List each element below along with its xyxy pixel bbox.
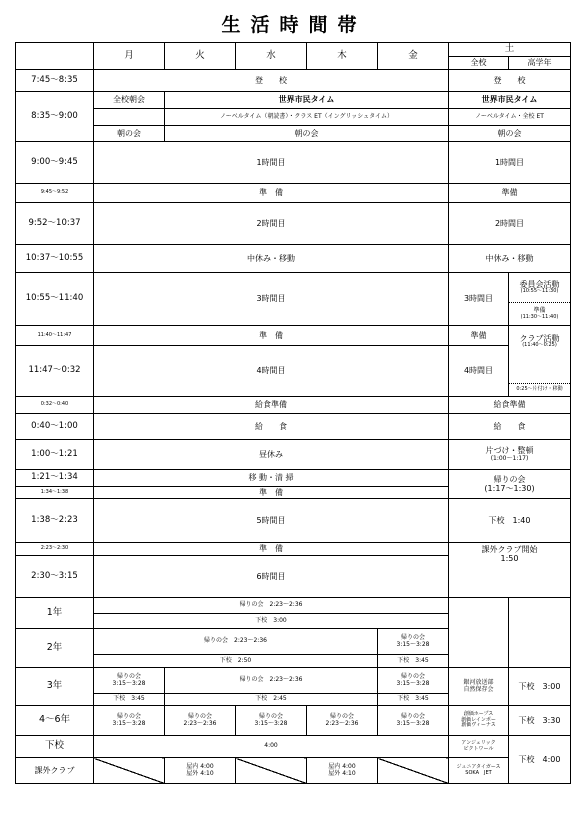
club-label: 課外クラブ [16,758,94,784]
dismissal-cell: 帰りの会 2:23～2:36 [165,668,378,694]
tue-cell: 屋内 4:00 屋外 4:10 [165,758,236,784]
sat-cleanup: 0:25～片付け・移動 [509,384,571,397]
grade-2: 2年 [16,629,94,668]
header-sat-all: 全校 [449,57,509,70]
fri-cell: 帰りの会 3:15～3:28 [378,629,449,655]
sat-cell: 中休み・移動 [449,245,571,273]
weekday-cell: 2時間目 [94,203,449,245]
time-cell: 9:45～9:52 [16,184,94,203]
time-cell: 10:37～10:55 [16,245,94,273]
weekday-cell: 給 食 [94,414,449,440]
mon-cell: 下校 3:45 [94,694,165,706]
time-cell: 11:47～0:32 [16,346,94,397]
time-cell: 1:21～1:34 [16,470,94,487]
time-cell: 9:00～9:45 [16,142,94,184]
sat-dismiss: 下校 3:00 [509,668,571,706]
weekday-cell: 6時間目 [94,556,449,598]
header-fri: 金 [378,43,449,70]
header-sat-upper: 高学年 [509,57,571,70]
weekday-cell: 1時間目 [94,142,449,184]
sat-cell: 朝の会 [449,126,571,142]
weekday-cell: 準 備 [94,326,449,346]
weekday-cell: ノーベルタイム（朝読書）・クラス ET（イングリッシュタイム） [165,109,449,126]
sat-club: クラブ活動 (11:40～0:25) [509,326,571,384]
grade-4-6: 4～6年 [16,706,94,736]
sat-cell: 3時間目 [449,273,509,326]
time-cell: 9:52～10:37 [16,203,94,245]
thu-cell: 帰りの会 2:23～2:36 [307,706,378,736]
sat-blank [449,598,509,668]
sat-cell: 準備 [449,326,509,346]
dismissal-cell: 帰りの会 2:23～2:36 [94,629,378,655]
time-cell: 0:32～0:40 [16,397,94,414]
header-tue: 火 [165,43,236,70]
time-cell: 2:23～2:30 [16,543,94,556]
fri-cell: 下校 3:45 [378,655,449,668]
time-cell: 8:35～9:00 [16,92,94,142]
mon-empty [94,109,165,126]
sat-cell: 2時間目 [449,203,571,245]
time-cell: 0:40～1:00 [16,414,94,440]
sat-club-list: ジュニアタイガース SOKA JET [449,758,509,784]
weekday-cell: 朝の会 [165,126,449,142]
grade-1: 1年 [16,598,94,629]
wed-cell: 帰りの会 3:15～3:28 [236,706,307,736]
dismiss-label: 下校 [16,736,94,758]
header-corner [16,43,94,70]
weekday-cell: 登 校 [94,70,449,92]
weekday-cell: 準 備 [94,543,449,556]
header-thu: 木 [307,43,378,70]
mon-morning: 朝の会 [94,126,165,142]
sat-cell: 帰りの会 (1:17～1:30) [449,470,571,499]
sat-club-list: アンジェリック ピクトワール [449,736,509,758]
mon-assembly: 全校朝会 [94,92,165,109]
sat-cell: 1時間目 [449,142,571,184]
mon-cell: 帰りの会 3:15～3:28 [94,706,165,736]
time-cell: 1:38～2:23 [16,499,94,543]
fri-slash [378,758,449,784]
fri-cell: 帰りの会 3:15～3:28 [378,706,449,736]
time-cell: 1:00～1:21 [16,440,94,470]
sat-committee: 委員会活動 (10:55～11:30) [509,273,571,303]
sat-blank [509,598,571,668]
dismissal-cell: 帰りの会 2:23～2:36 [94,598,449,614]
sat-cell: 課外クラブ開始 1:50 [449,543,571,598]
sat-club-list: 創価ホープス 創価レインボー 創価ヴィーナス [449,706,509,736]
header-sat: 土 [449,43,571,57]
weekday-cell: 中休み・移動 [94,245,449,273]
sat-prep: 準備 (11:30～11:40) [509,303,571,326]
weekday-cell: 5時間目 [94,499,449,543]
sat-cell: 給 食 [449,414,571,440]
header-mon: 月 [94,43,165,70]
page-title: 生活時間帯 [221,14,367,36]
sat-dismiss: 下校 4:00 [509,736,571,784]
weekday-cell: 4時間目 [94,346,449,397]
sat-cell: 準備 [449,184,571,203]
grade-3: 3年 [16,668,94,706]
weekday-cell: 給食準備 [94,397,449,414]
sat-club-list: 銀河放送部 自然保存会 [449,668,509,706]
time-cell: 11:40～11:47 [16,326,94,346]
tue-cell: 帰りの会 2:23～2:36 [165,706,236,736]
sat-dismiss: 下校 3:30 [509,706,571,736]
sat-cell: 下校 1:40 [449,499,571,543]
dismissal-cell: 下校 3:00 [94,614,449,629]
time-cell: 7:45～8:35 [16,70,94,92]
weekday-cell: 移 動・清 掃 [94,470,449,487]
time-cell: 10:55～11:40 [16,273,94,326]
weekday-cell: 昼休み [94,440,449,470]
mon-cell: 帰りの会 3:15～3:28 [94,668,165,694]
wed-slash [236,758,307,784]
sat-cell: 4時間目 [449,346,509,397]
thu-cell: 屋内 4:00 屋外 4:10 [307,758,378,784]
fri-cell: 下校 3:45 [378,694,449,706]
sat-cell: 片づけ・整頓 (1:00～1:17) [449,440,571,470]
weekday-cell: 準 備 [94,184,449,203]
time-cell: 1:34～1:38 [16,487,94,499]
dismissal-cell: 4:00 [94,736,449,758]
mon-slash [94,758,165,784]
header-wed: 水 [236,43,307,70]
weekday-cell: 3時間目 [94,273,449,326]
sat-cell: ノーベルタイム・全校 ET [449,109,571,126]
sat-cell: 給食準備 [449,397,571,414]
weekday-cell: 準 備 [94,487,449,499]
dismissal-cell: 下校 2:45 [165,694,378,706]
sat-cell: 登 校 [449,70,571,92]
dismissal-cell: 下校 2:50 [94,655,378,668]
weekday-cell: 世界市民タイム [165,92,449,109]
time-cell: 2:30～3:15 [16,556,94,598]
fri-cell: 帰りの会 3:15～3:28 [378,668,449,694]
schedule-table [15,42,571,784]
sat-cell: 世界市民タイム [449,92,571,109]
